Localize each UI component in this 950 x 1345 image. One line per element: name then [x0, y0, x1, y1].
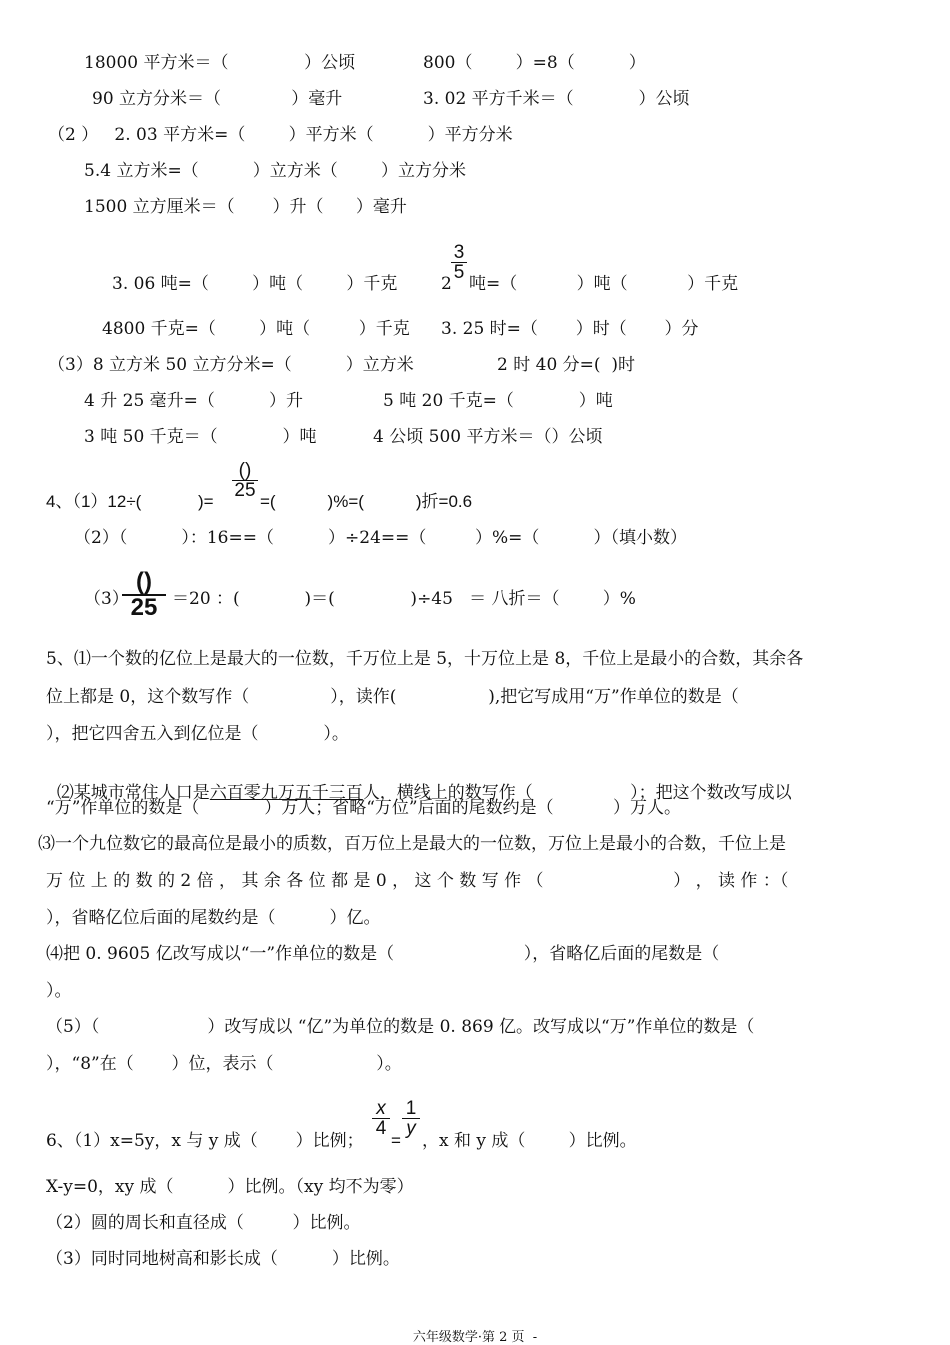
conv-line-9a: 4 升 25 毫升=（ ）升: [84, 391, 303, 411]
conv-line-8b: 2 时 40 分=( )时: [497, 355, 635, 375]
q6-line-1a: 6、（1）x=5y，x 与 y 成（ ）比例；: [46, 1131, 364, 1151]
page-footer: 六年级数学·第 2 页 -: [412, 1330, 538, 1345]
conv-line-2a: 90 立方分米＝（ ）毫升: [92, 89, 343, 109]
q6-line-3: （2）圆的周长和直径成（ ）比例。: [46, 1213, 361, 1233]
fraction-denominator: 4: [375, 1118, 387, 1139]
fraction-numerator: (): [238, 460, 252, 481]
conv-line-1a: 18000 平方米＝（ ）公顷: [84, 53, 356, 73]
conv-line-10a: 3 吨 50 千克＝（ ）吨: [84, 427, 317, 447]
conv-line-6b: 吨=（ ）吨（ ）千克: [469, 274, 739, 294]
q4-line-3a: （3）: [84, 589, 129, 609]
q4-line-1b: =( )%=( )折=0.6: [260, 492, 473, 511]
conv-line-4: 5.4 立方米=（ ）立方米（ ）立方分米: [84, 161, 466, 181]
conv-line-10b: 4 公顷 500 平方米＝（）公顷: [373, 427, 603, 447]
fraction-denominator: y: [406, 1118, 416, 1139]
conv-line-3: （2 ） 2. 03 平方米=（ ）平方米（ ）平方分米: [48, 125, 513, 145]
q5-line-2: 位上都是 0，这个数写作（ ），读作( ),把它写成用“万”作单位的数是（: [46, 687, 739, 707]
conv-line-6a: 3. 06 吨=（ ）吨（ ）千克: [112, 274, 398, 294]
q5-line-4-pre: ⑵某城市常住人口是: [56, 783, 210, 803]
q4-line-2: （2）（ ）：16==（ ）÷24==（ ）%=（ ）（填小数）: [74, 528, 687, 548]
q6-line-4: （3）同时同地树高和影长成（ ）比例。: [46, 1249, 400, 1269]
fraction-x-over-4: [372, 1099, 390, 1138]
q5-line-12: ），“8”在（ ）位，表示（ ）。: [46, 1054, 402, 1074]
fraction-1-over-y: [402, 1099, 420, 1138]
conv-line-7b: 3. 25 时=（ ）时（ ）分: [441, 319, 699, 339]
q4-line-1a: 4、（1）12÷( )=: [46, 492, 214, 511]
fraction-numerator: x: [376, 1098, 386, 1119]
underlined-population-text: 六百零九万五千三百: [209, 783, 363, 803]
conv-line-1b: 800（ ）=8（ ）: [423, 53, 646, 73]
q5-line-7: 万 位 上 的 数 的 2 倍 ， 其 余 各 位 都 是 0 ， 这 个 数 写 作 （ ） ， 读 作 ：（: [46, 871, 789, 891]
conv-line-8a: （3）8 立方米 50 立方分米=（ ）立方米: [48, 355, 414, 375]
q5-line-6: ⑶一个九位数它的最高位是最小的质数，百万位上是最大的一位数，万位上是最小的合数，千位上是: [38, 834, 786, 854]
fraction-numerator: (): [136, 568, 152, 595]
conv-line-9b: 5 吨 20 千克=（ ）吨: [383, 391, 613, 411]
fraction-denominator: 25: [130, 594, 158, 621]
q5-line-10: ）。: [46, 981, 72, 1001]
q5-line-11: （5）（ ）改写成以 “亿”为单位的数是 0. 869 亿。改写成以“万”作单位的数是（: [46, 1017, 755, 1037]
conv-line-2b: 3. 02 平方千米＝（ ）公顷: [423, 89, 690, 109]
q4-line-3b: ＝20 ：( )＝( )÷45 ＝ 八折＝（ ）%: [172, 589, 636, 609]
q5-line-1: 5、⑴一个数的亿位上是最大的一位数，千万位上是 5，十万位上是 8，千位上是最小的合数，其余各: [46, 649, 804, 669]
fraction-numerator: 3: [453, 242, 465, 263]
fraction-denominator: 5: [453, 262, 465, 283]
q5-line-9: ⑷把 0. 9605 亿改写成以“一”作单位的数是（ ），省略亿后面的尾数是（: [46, 944, 720, 964]
fraction-numerator: 1: [405, 1098, 417, 1119]
equals-sign: =: [391, 1131, 401, 1150]
q5-line-4-post: 人，横线上的数写作（ ）；把这个数改写成以: [362, 783, 792, 803]
q6-line-1b: ，x 和 y 成（ ）比例。: [422, 1131, 637, 1151]
conv-line-5: 1500 立方厘米＝（ ）升（ ）毫升: [84, 197, 407, 217]
fraction-blank-over-25: [232, 461, 258, 500]
conv-line-7a: 4800 千克=（ ）吨（ ）千克: [102, 319, 410, 339]
q6-line-2: X-y=0，xy 成（ ）比例。（xy 均不为零）: [46, 1177, 414, 1197]
q5-line-3: ），把它四舍五入到亿位是（ ）。: [46, 724, 349, 744]
q5-line-8: ），省略亿位后面的尾数约是（ ）亿。: [46, 908, 381, 928]
mixed-number-whole: 2: [441, 274, 452, 294]
fraction-blank-over-25-large: [122, 570, 166, 620]
fraction-three-fifths: [451, 243, 467, 282]
q5-line-5: “万”作单位的数是（ ）万人；省略“万位”后面的尾数约是（ ）万人。: [46, 798, 682, 818]
fraction-denominator: 25: [234, 480, 256, 501]
